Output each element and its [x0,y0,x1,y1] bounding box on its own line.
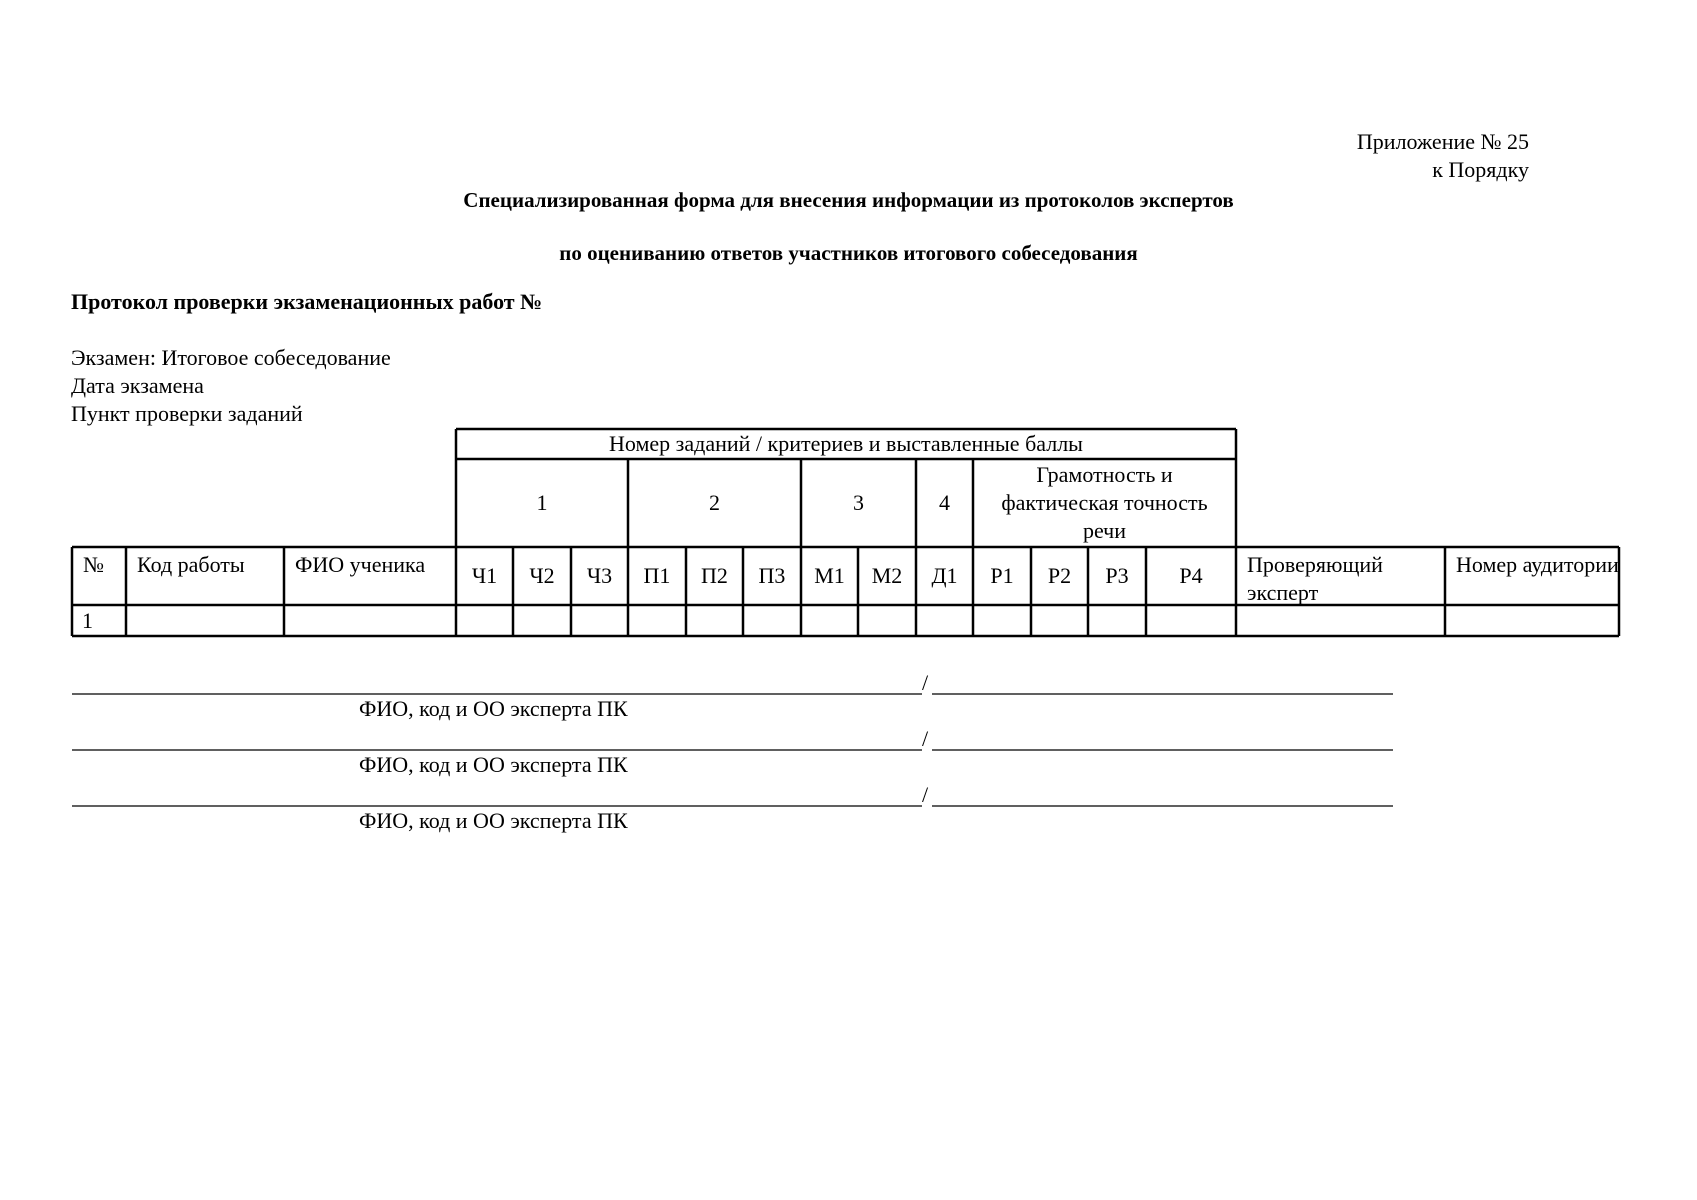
signature-slash-3: / [922,782,929,807]
task-group-3: 3 [853,490,864,515]
form-title-line2: по оцениванию ответов участников итогового собеседования [559,241,1138,265]
check-point: Пункт проверки заданий [71,401,303,426]
protocol-title: Протокол проверки экзаменационных работ № [71,289,543,314]
appendix-number: Приложение № 25 [1356,129,1529,154]
task-group-1: 1 [536,490,548,515]
column-criterion-r2: Р2 [1047,563,1072,588]
column-criterion-r3: Р3 [1105,563,1129,588]
column-criterion-m2: М2 [871,563,903,588]
signature-slash-1: / [922,670,929,695]
column-criterion-d1: Д1 [931,563,958,588]
task-group-speech-accuracy: Грамотность и фактическая точность речи [1001,462,1208,543]
task-group-4: 4 [939,490,950,515]
column-criterion-p1: П1 [643,563,671,588]
column-criterion-ch3: Ч3 [586,563,613,588]
task-group-2: 2 [709,490,720,515]
form-title-line1: Специализированная форма для внесения информации из протоколов экспертов [463,188,1234,212]
signature-caption-3: ФИО, код и ОО эксперта ПК [359,808,628,833]
column-criterion-p2: П2 [701,563,728,588]
exam-date: Дата экзамена [71,373,204,398]
column-criterion-ch2: Ч2 [529,563,555,588]
column-checking-expert: Проверяющий эксперт [1247,552,1383,605]
column-number: № [83,552,104,577]
column-room-number: Номер аудитории [1456,552,1619,577]
signature-caption-1: ФИО, код и ОО эксперта ПК [359,696,628,721]
signature-caption-2: ФИО, код и ОО эксперта ПК [359,752,628,777]
task-group-header: Номер заданий / критериев и выставленные баллы [609,431,1083,456]
exam-name: Экзамен: Итоговое собеседование [71,345,391,370]
signature-slash-2: / [922,726,929,751]
row-number: 1 [82,607,93,633]
column-work-code: Код работы [137,552,245,577]
column-criterion-p3: П3 [758,563,786,588]
appendix-order: к Порядку [1432,157,1529,182]
column-student-name: ФИО ученика [295,552,426,577]
column-criterion-r4: Р4 [1179,563,1203,588]
column-criterion-m1: М1 [814,563,845,588]
column-criterion-ch1: Ч1 [471,563,498,588]
column-criterion-r1: Р1 [990,563,1014,588]
